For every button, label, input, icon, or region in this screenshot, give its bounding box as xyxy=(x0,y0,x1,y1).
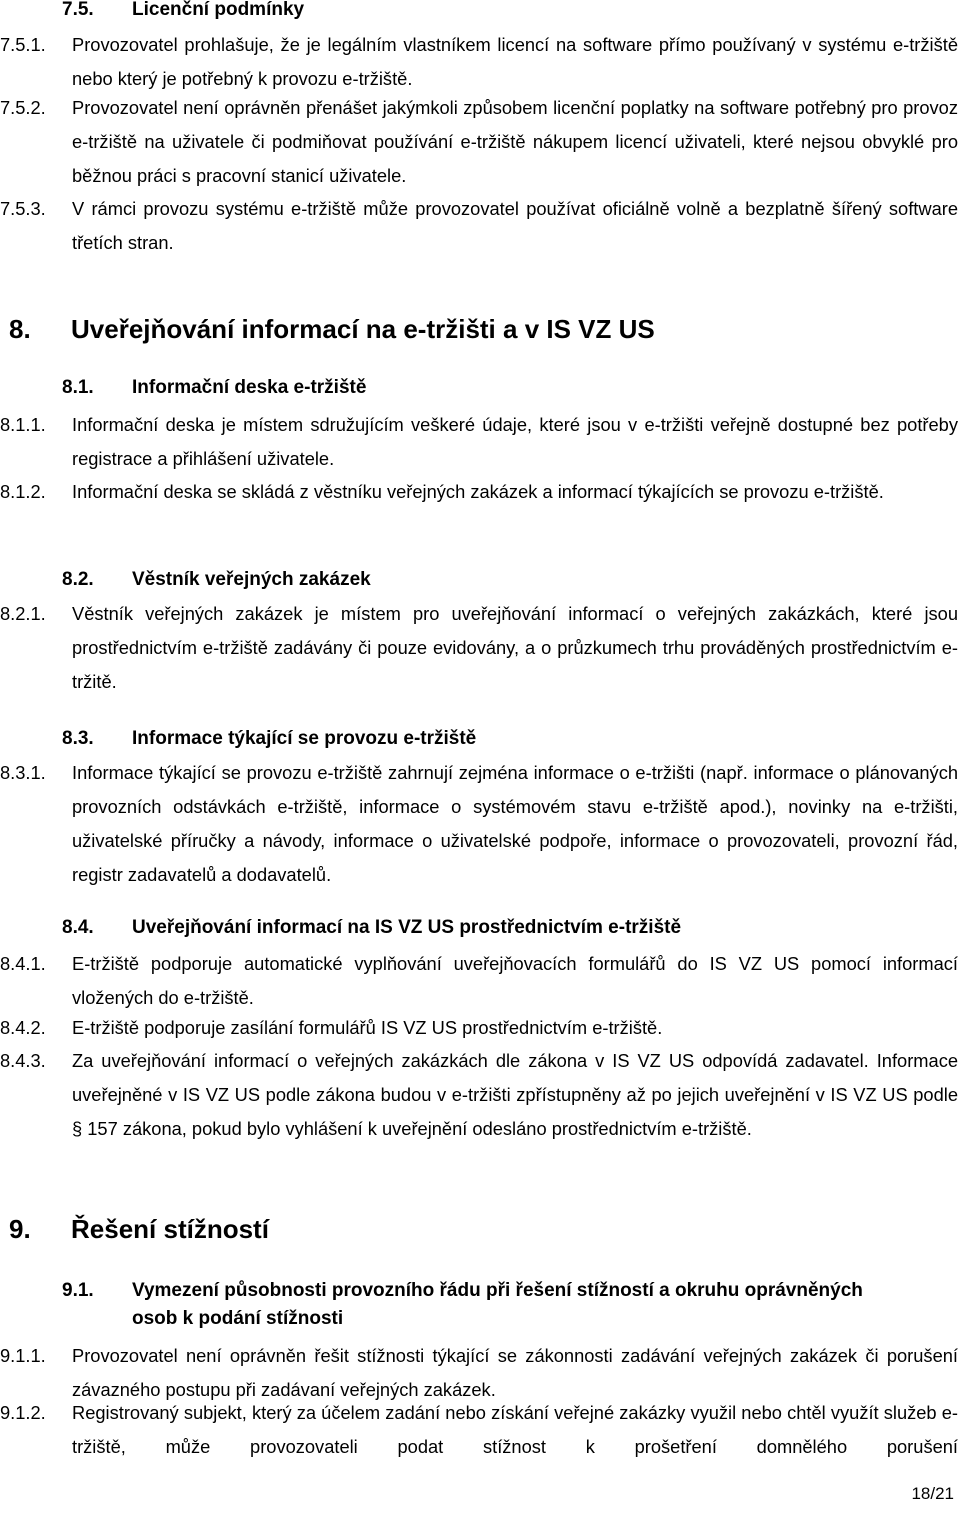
chapter-title: Řešení stížností xyxy=(71,1214,269,1244)
paragraph-number: 8.2.1. xyxy=(0,603,46,624)
paragraph-number: 8.3.1. xyxy=(0,762,46,783)
paragraph-number: 8.4.1. xyxy=(0,953,46,974)
paragraph-text: Provozovatel není oprávněn přenášet jakýmkoli způsobem licenční poplatky na software potřebný pro provoz e-tržiště na uživatele či podmiňovat používání e-tržiště nákupem licencí uživateli, které nejsou obvyklé pro běžnou práci s pracovní stanicí uživatele. xyxy=(72,97,958,186)
chapter-title: Uveřejňování informací na e-tržišti a v IS VZ US xyxy=(71,314,655,344)
chapter-number: 8. xyxy=(9,314,31,344)
paragraph-number: 8.1.2. xyxy=(0,481,46,502)
section-title: Informace týkající se provozu e-tržiště xyxy=(132,728,477,749)
section-number: 9.1. xyxy=(62,1280,94,1301)
paragraph-text: E-tržiště podporuje zasílání formulářů IS VZ US prostřednictvím e-tržiště. xyxy=(72,1017,663,1038)
paragraph-8-1-2 xyxy=(0,475,958,509)
section-number: 7.5. xyxy=(62,0,94,20)
section-title: Informační deska e-tržiště xyxy=(132,377,367,398)
paragraph-number: 8.4.3. xyxy=(0,1050,46,1071)
paragraph-text: Registrovaný subjekt, který za účelem zadání nebo získání veřejné zakázky využil nebo chtěl využít služeb e-tržiště, může provozovateli podat stížnost k prošetření domnělého porušení xyxy=(72,1402,958,1457)
paragraph-number: 7.5.3. xyxy=(0,198,46,219)
section-title: Uveřejňování informací na IS VZ US prostřednictvím e-tržiště xyxy=(132,917,682,938)
paragraph-text: Provozovatel není oprávněn řešit stížnosti týkající se zákonnosti zadávání veřejných zakázek či porušení závazného postupu při zadávaní veřejných zakázek. xyxy=(72,1345,958,1400)
paragraph-7-5-1 xyxy=(0,28,958,96)
paragraph-number: 9.1.1. xyxy=(0,1345,46,1366)
paragraph-text: Informační deska je místem sdružujícím veškeré údaje, které jsou v e-tržišti veřejně dostupné bez potřeby registrace a přihlášení uživatele. xyxy=(72,414,958,469)
paragraph-text: V rámci provozu systému e-tržiště může provozovatel používat oficiálně volně a bezplatně šířený software třetích stran. xyxy=(72,198,958,253)
paragraph-8-3-1 xyxy=(0,756,958,892)
paragraph-8-4-2 xyxy=(0,1011,958,1045)
paragraph-number: 8.4.2. xyxy=(0,1017,46,1038)
paragraph-text: Za uveřejňování informací o veřejných zakázkách dle zákona v IS VZ US odpovídá zadavatel. Informace uveřejněné v IS VZ US podle zákona budou v e-tržišti zpřístupněny až po jejich uveřejnění v IS VZ US podle § 157 zákona, pokud bylo vyhlášení k uveřejnění odesláno prostřednictvím e-tržiště. xyxy=(72,1050,958,1139)
paragraph-8-4-1 xyxy=(0,947,958,1015)
page-number: 18/21 xyxy=(911,1484,954,1503)
section-number: 8.4. xyxy=(62,917,94,938)
paragraph-7-5-3 xyxy=(0,192,958,260)
section-number: 8.3. xyxy=(62,728,94,749)
paragraph-8-4-3 xyxy=(0,1044,958,1146)
section-title-line-2: osob k podání stížnosti xyxy=(132,1308,344,1329)
section-number: 8.2. xyxy=(62,569,94,590)
paragraph-7-5-2 xyxy=(0,91,958,193)
section-title-line-1: Vymezení působnosti provozního řádu při řešení stížností a okruhu oprávněných xyxy=(132,1280,863,1301)
section-number: 8.1. xyxy=(62,377,94,398)
paragraph-9-1-2 xyxy=(0,1396,958,1464)
paragraph-number: 9.1.2. xyxy=(0,1402,46,1423)
paragraph-text: Informační deska se skládá z věstníku veřejných zakázek a informací týkajících se provozu e-tržiště. xyxy=(72,481,884,502)
paragraph-text: Věstník veřejných zakázek je místem pro uveřejňování informací o veřejných zakázkách, které jsou prostřednictvím e-tržiště zadávány či pouze evidovány, a o průzkumech trhu prováděných prostřednictvím e-tržitě. xyxy=(72,603,958,692)
paragraph-8-2-1 xyxy=(0,597,958,699)
paragraph-8-1-1 xyxy=(0,408,958,476)
section-title: Licenční podmínky xyxy=(132,0,305,20)
section-title: Věstník veřejných zakázek xyxy=(132,569,371,590)
paragraph-number: 8.1.1. xyxy=(0,414,46,435)
paragraph-text: Informace týkající se provozu e-tržiště zahrnují zejména informace o e-tržišti (např. informace o plánovaných provozních odstávkách e-tržiště, informace o systémovém stavu e-tržiště apod.), novinky na e-tržišti, uživatelské příručky a návody, informace o uživatelské podpoře, informace o provozovateli, provozní řád, registr zadavatelů a dodavatelů. xyxy=(72,762,958,885)
paragraph-number: 7.5.1. xyxy=(0,34,46,55)
chapter-number: 9. xyxy=(9,1214,31,1244)
paragraph-text: E-tržiště podporuje automatické vyplňování uveřejňovacích formulářů do IS VZ US pomocí informací vložených do e-tržiště. xyxy=(72,953,958,1008)
paragraph-number: 7.5.2. xyxy=(0,97,46,118)
paragraph-text: Provozovatel prohlašuje, že je legálním vlastníkem licencí na software přímo používaný v systému e-tržiště nebo který je potřebný k provozu e-tržiště. xyxy=(72,34,958,89)
